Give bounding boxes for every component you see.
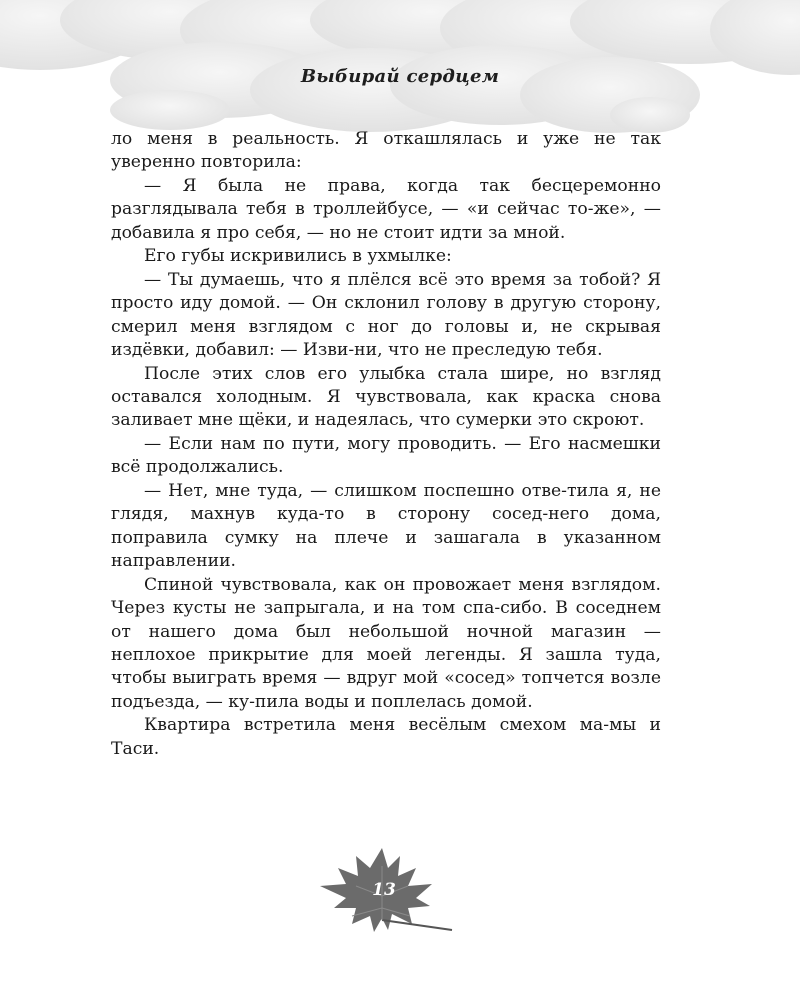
paragraph: ло меня в реальность. Я откашлялась и уже не так уверенно повторила:: [111, 129, 661, 173]
paragraph: Спиной чувствовала, как он провожает меня взглядом. Через кусты не запрыгала, и на том спа-сибо. В соседнем от нашего дома был небольшой ночной магазин — неплохое прикрытие для моей легенды. Я зашла туда, чтобы выиграть время — вдруг мой «сосед» топчется возле подъезда, — ку-пила воды и поплелась домой.: [111, 574, 661, 712]
paragraph: — Ты думаешь, что я плёлся всё это время за тобой? Я просто иду домой. — Он склонил голову в другую сторону, смерил меня взглядом с ног до головы и, не скрывая издёвки, добавил: — Изви-ни, что не преследую тебя.: [111, 269, 661, 361]
paragraph: — Если нам по пути, могу проводить. — Его насмешки всё продолжались.: [111, 433, 661, 478]
page-body-text: [111, 128, 661, 761]
paragraph: — Я была не права, когда так бесцеремонно разглядывала тебя в троллейбусе, — «и сейчас то-же», — добавила я про себя, — но не стоит идти за мной.: [111, 175, 661, 243]
page-number: 13: [372, 880, 396, 900]
paragraph: После этих слов его улыбка стала шире, но взгляд оставался холодным. Я чувствовала, как краска снова заливает мне щёки, и надеялась, что сумерки это скроют.: [111, 363, 661, 431]
paragraph: Квартира встретила меня весёлым смехом ма-мы и Таси.: [111, 715, 661, 759]
paragraph: — Нет, мне туда, — слишком поспешно отве-тила я, не глядя, махнув куда-то в сторону сосед-него дома, поправила сумку на плече и зашагала в указанном направлении.: [111, 480, 661, 572]
paragraph: Его губы искривились в ухмылке:: [144, 246, 452, 267]
running-header-title: Выбирай сердцем: [300, 66, 500, 87]
